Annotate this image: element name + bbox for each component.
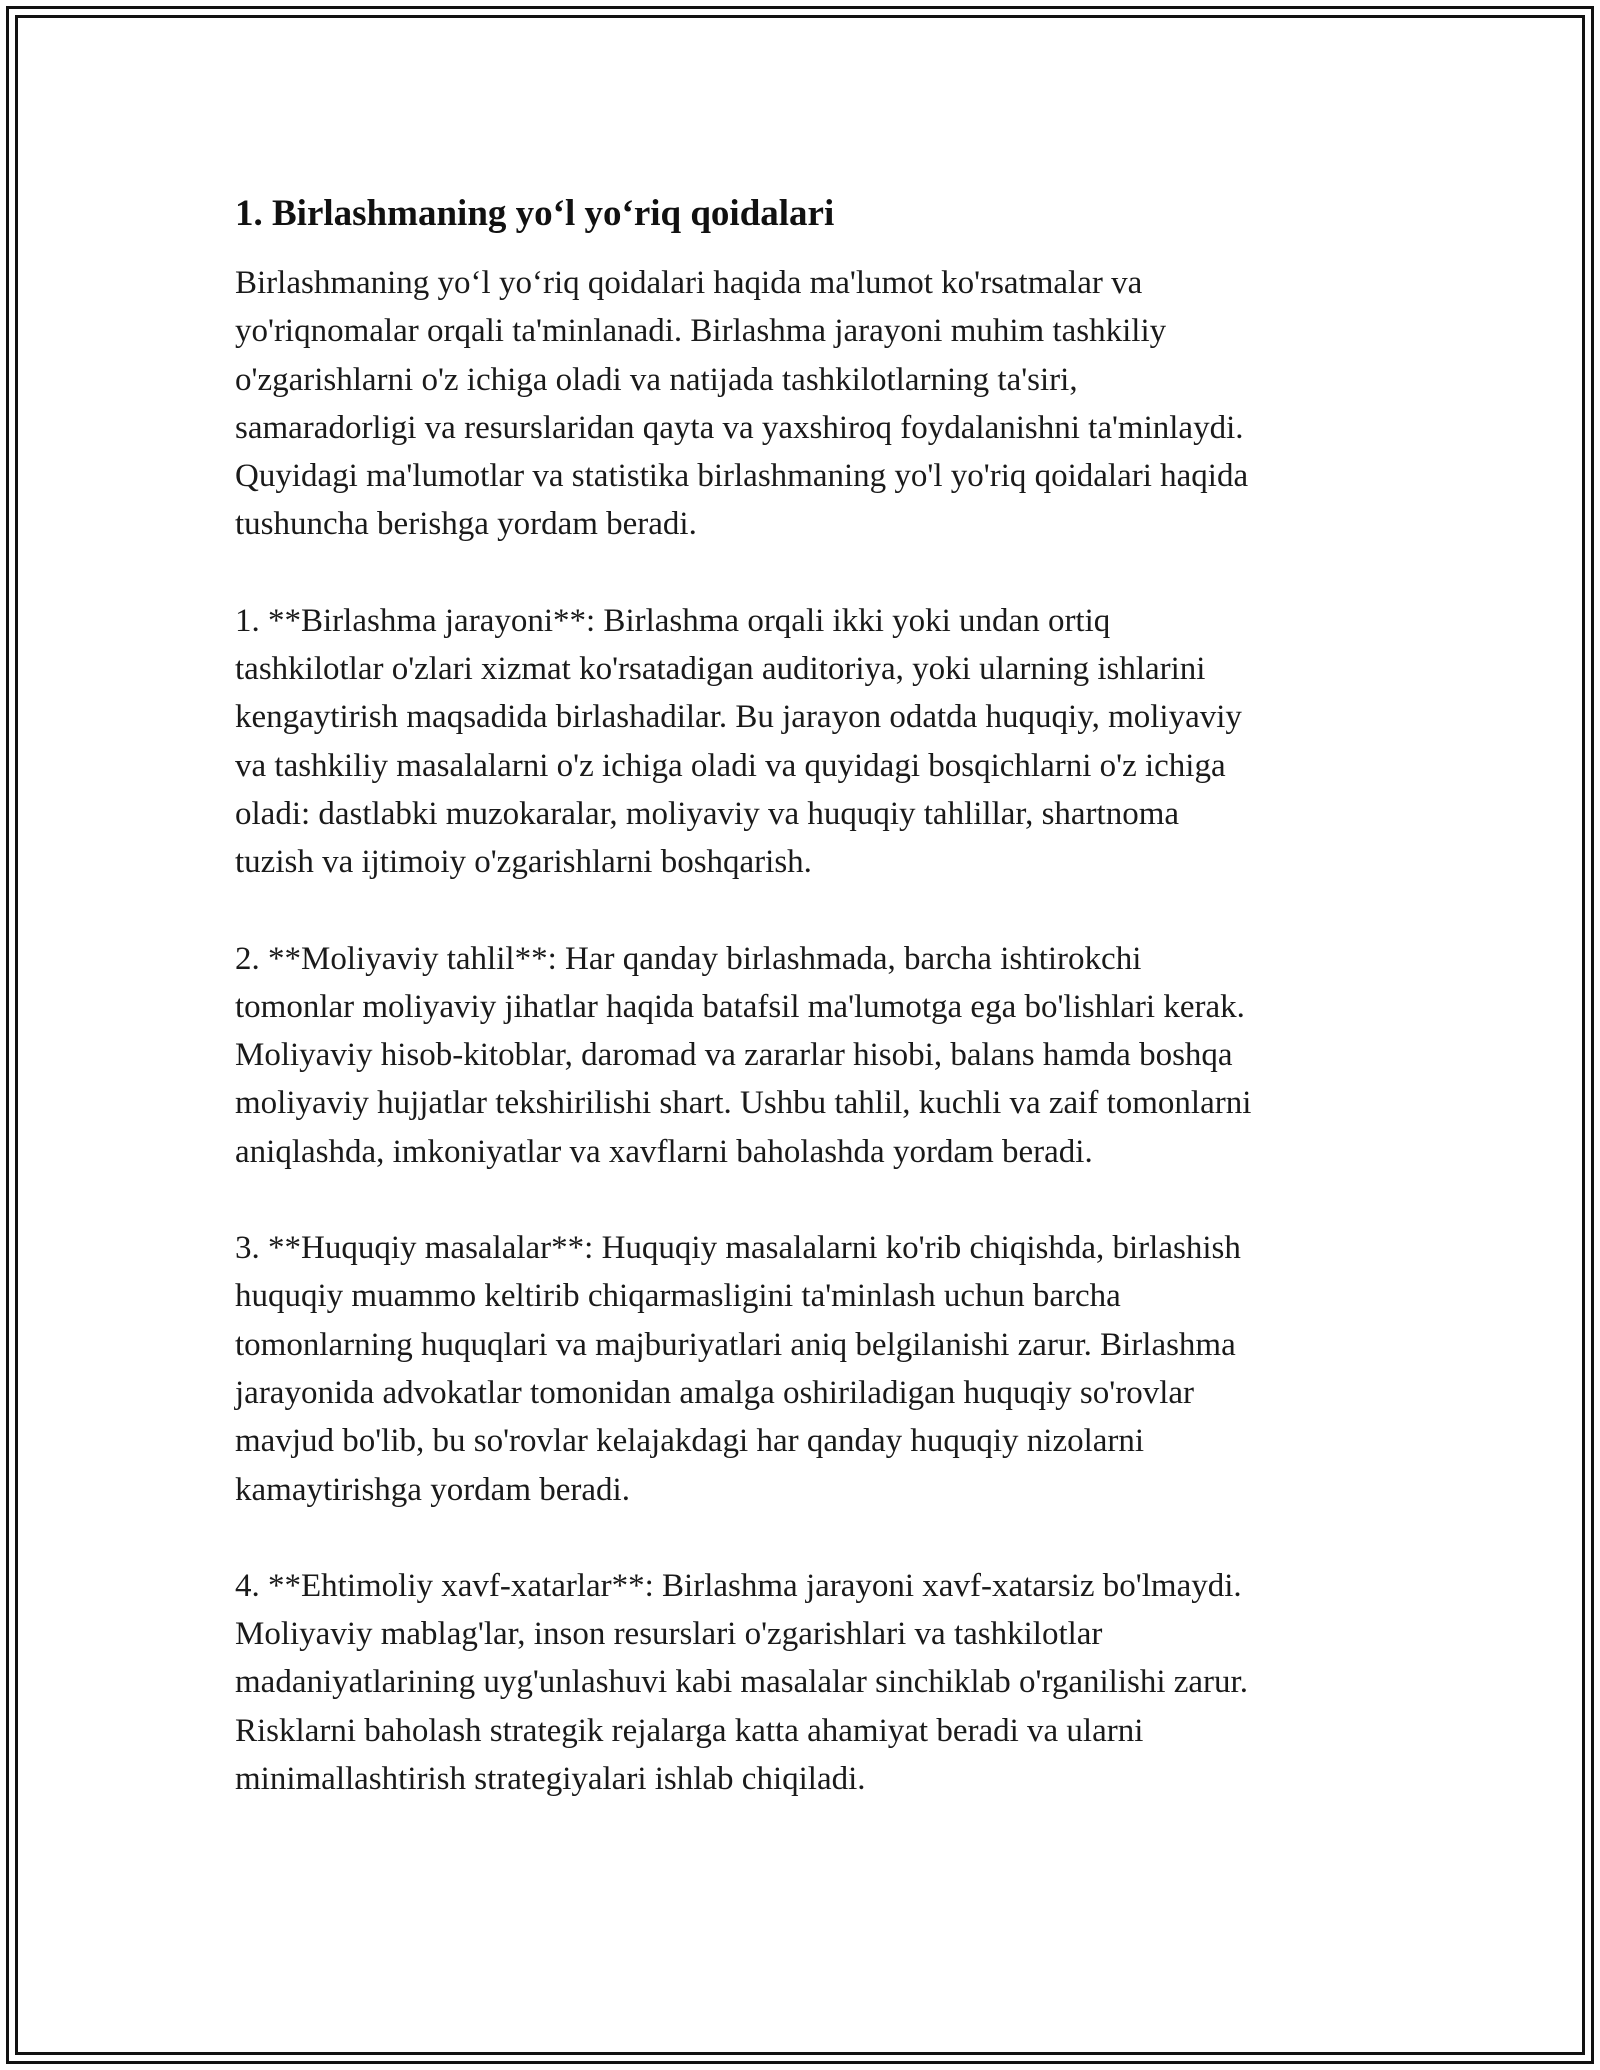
list-item-potential-risks: 4. **Ehtimoliy xavf-xatarlar**: Birlashma jarayoni xavf-xatarsiz bo'lmaydi. Moliyaviy mablag'lar, inson resurslari o'zgarishlari va tashkilotlar madaniyatlarining uyg'unlashuvi kabi masalalar sinchiklab o'rganilishi zarur. Risklarni baholash strategik rejalarga katta ahamiyat beradi va ularni minimallashtirish strategiyalari ishlab chiqiladi. <box>235 1567 1248 1798</box>
document-body <box>235 188 1395 1803</box>
list-item-legal-issues: 3. **Huquqiy masalalar**: Huquqiy masalalarni ko'rib chiqishda, birlashish huquqiy muammo keltirib chiqarmasligini ta'minlash uchun barcha tomonlarning huquqlari va majburiyatlari aniq belgilanishi zarur. Birlashma jarayonida advokatlar tomonidan amalga oshiriladigan huquqiy so'rovlar mavjud bo'lib, bu so'rovlar kelajakdagi har qanday huquqiy nizolarni kamaytirishga yordam beradi. <box>235 1230 1241 1508</box>
section-heading: 1. Birlashmaning yo‘l yo‘riq qoidalari <box>235 193 835 234</box>
list-item-financial-analysis: 2. **Moliyaviy tahlil**: Har qanday birlashmada, barcha ishtirokchi tomonlar moliyaviy jihatlar haqida batafsil ma'lumotga ega bo'lishlari kerak. Moliyaviy hisob-kitoblar, daromad va zararlar hisobi, balans hamda boshqa moliyaviy hujjatlar tekshirilishi shart. Ushbu tahlil, kuchli va zaif tomonlarni aniqlashda, imkoniyatlar va xavflarni baholashda yordam beradi. <box>235 940 1252 1170</box>
intro-paragraph: Birlashmaning yo‘l yo‘riq qoidalari haqida ma'lumot ko'rsatmalar va yo'riqnomalar orqali ta'minlanadi. Birlashma jarayoni muhim tashkiliy o'zgarishlarni o'z ichiga oladi va natijada tashkilotlarning ta'siri, samaradorligi va resurslaridan qayta va yaxshiroq foydalanishni ta'minlaydi. Quyidagi ma'lumotlar va statistika birlashmaning yo'l yo'riq qoidalari haqida tushuncha berishga yordam beradi. <box>235 265 1249 543</box>
list-item-merger-process: 1. **Birlashma jarayoni**: Birlashma orqali ikki yoki undan ortiq tashkilotlar o'zlari xizmat ko'rsatadigan auditoriya, yoki ularning ishlarini kengaytirish maqsadida birlashadilar. Bu jarayon odatda huquqiy, moliyaviy va tashkiliy masalalarni o'z ichiga oladi va quyidagi bosqichlarni o'z ichiga oladi: dastlabki muzokaralar, moliyaviy va huquqiy tahlillar, shartnoma tuzish va ijtimoiy o'zgarishlarni boshqarish. <box>235 602 1242 881</box>
